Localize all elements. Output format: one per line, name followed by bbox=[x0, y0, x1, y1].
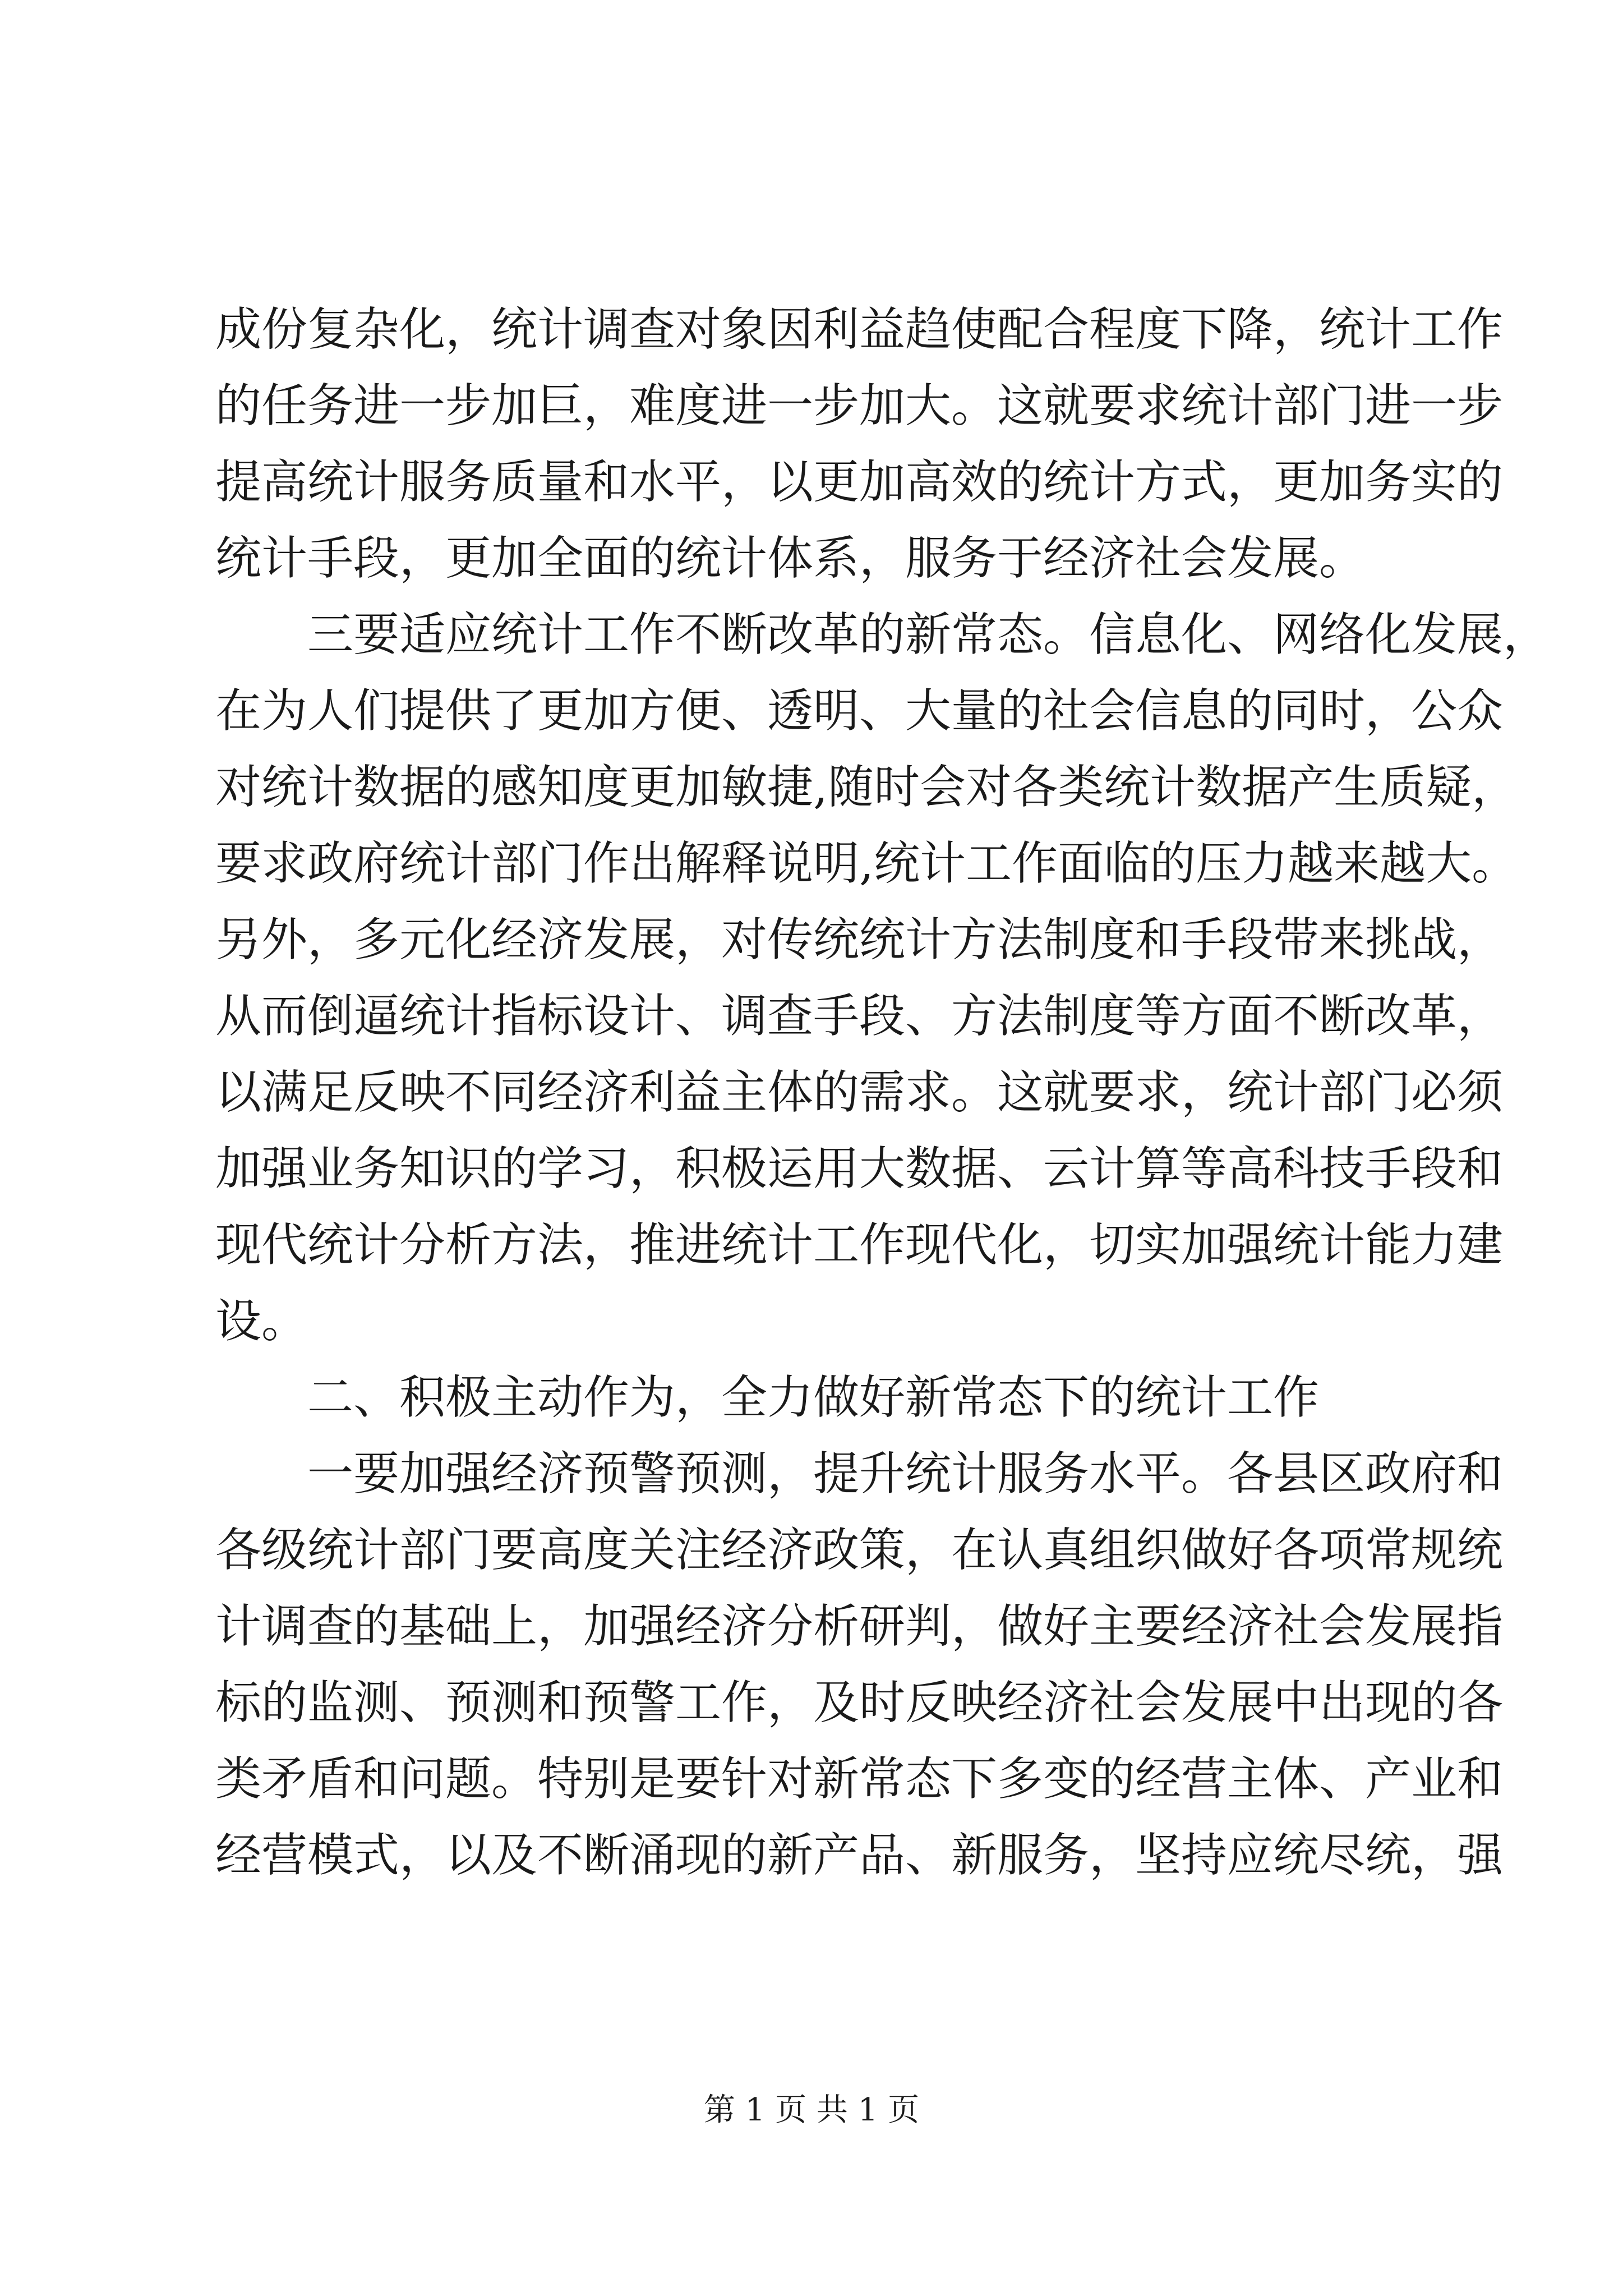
text-line: 设。 bbox=[215, 1295, 308, 1348]
text-line: 另外，多元化经济发展，对传统统计方法制度和手段带来挑战， bbox=[215, 913, 1504, 967]
text-line: 以满足反映不同经济利益主体的需求。这就要求，统计部门必须 bbox=[215, 1066, 1504, 1119]
text-line: 在为人们提供了更加方便、透明、大量的社会信息的同时，公众 bbox=[215, 684, 1504, 738]
text-line: 对统计数据的感知度更加敏捷,随时会对各类统计数据产生质疑， bbox=[215, 761, 1518, 814]
text-line: 二、积极主动作为，全力做好新常态下的统计工作 bbox=[307, 1371, 1320, 1424]
document-body bbox=[215, 292, 1550, 1894]
text-line: 成份复杂化，统计调查对象因利益趋使配合程度下降，统计工作 bbox=[215, 303, 1504, 356]
text-line: 一要加强经济预警预测，提升统计服务水平。各县区政府和 bbox=[307, 1447, 1504, 1501]
text-line: 三要适应统计工作不断改革的新常态。信息化、网络化发展， bbox=[307, 608, 1550, 661]
text-line: 提高统计服务质量和水平，以更加高效的统计方式，更加务实的 bbox=[215, 455, 1504, 509]
text-line: 现代统计分析方法，推进统计工作现代化，切实加强统计能力建 bbox=[215, 1218, 1504, 1272]
text-line: 统计手段，更加全面的统计体系，服务于经济社会发展。 bbox=[215, 532, 1366, 585]
text-line: 类矛盾和问题。特别是要针对新常态下多变的经营主体、产业和 bbox=[215, 1752, 1504, 1806]
text-line: 各级统计部门要高度关注经济政策，在认真组织做好各项常规统 bbox=[215, 1524, 1504, 1577]
text-line: 加强业务知识的学习，积极运用大数据、云计算等高科技手段和 bbox=[215, 1142, 1504, 1195]
text-line: 标的监测、预测和预警工作，及时反映经济社会发展中出现的各 bbox=[215, 1676, 1504, 1729]
text-line: 从而倒逼统计指标设计、调查手段、方法制度等方面不断改革， bbox=[215, 990, 1504, 1043]
text-line: 计调查的基础上，加强经济分析研判，做好主要经济社会发展指 bbox=[215, 1600, 1504, 1653]
text-line: 要求政府统计部门作出解释说明,统计工作面临的压力越来越大。 bbox=[215, 837, 1518, 890]
text-line: 的任务进一步加巨，难度进一步加大。这就要求统计部门进一步 bbox=[215, 379, 1504, 432]
page-footer: 第 1 页 共 1 页 bbox=[703, 2092, 920, 2128]
text-line: 经营模式，以及不断涌现的新产品、新服务，坚持应统尽统，强 bbox=[215, 1829, 1504, 1882]
